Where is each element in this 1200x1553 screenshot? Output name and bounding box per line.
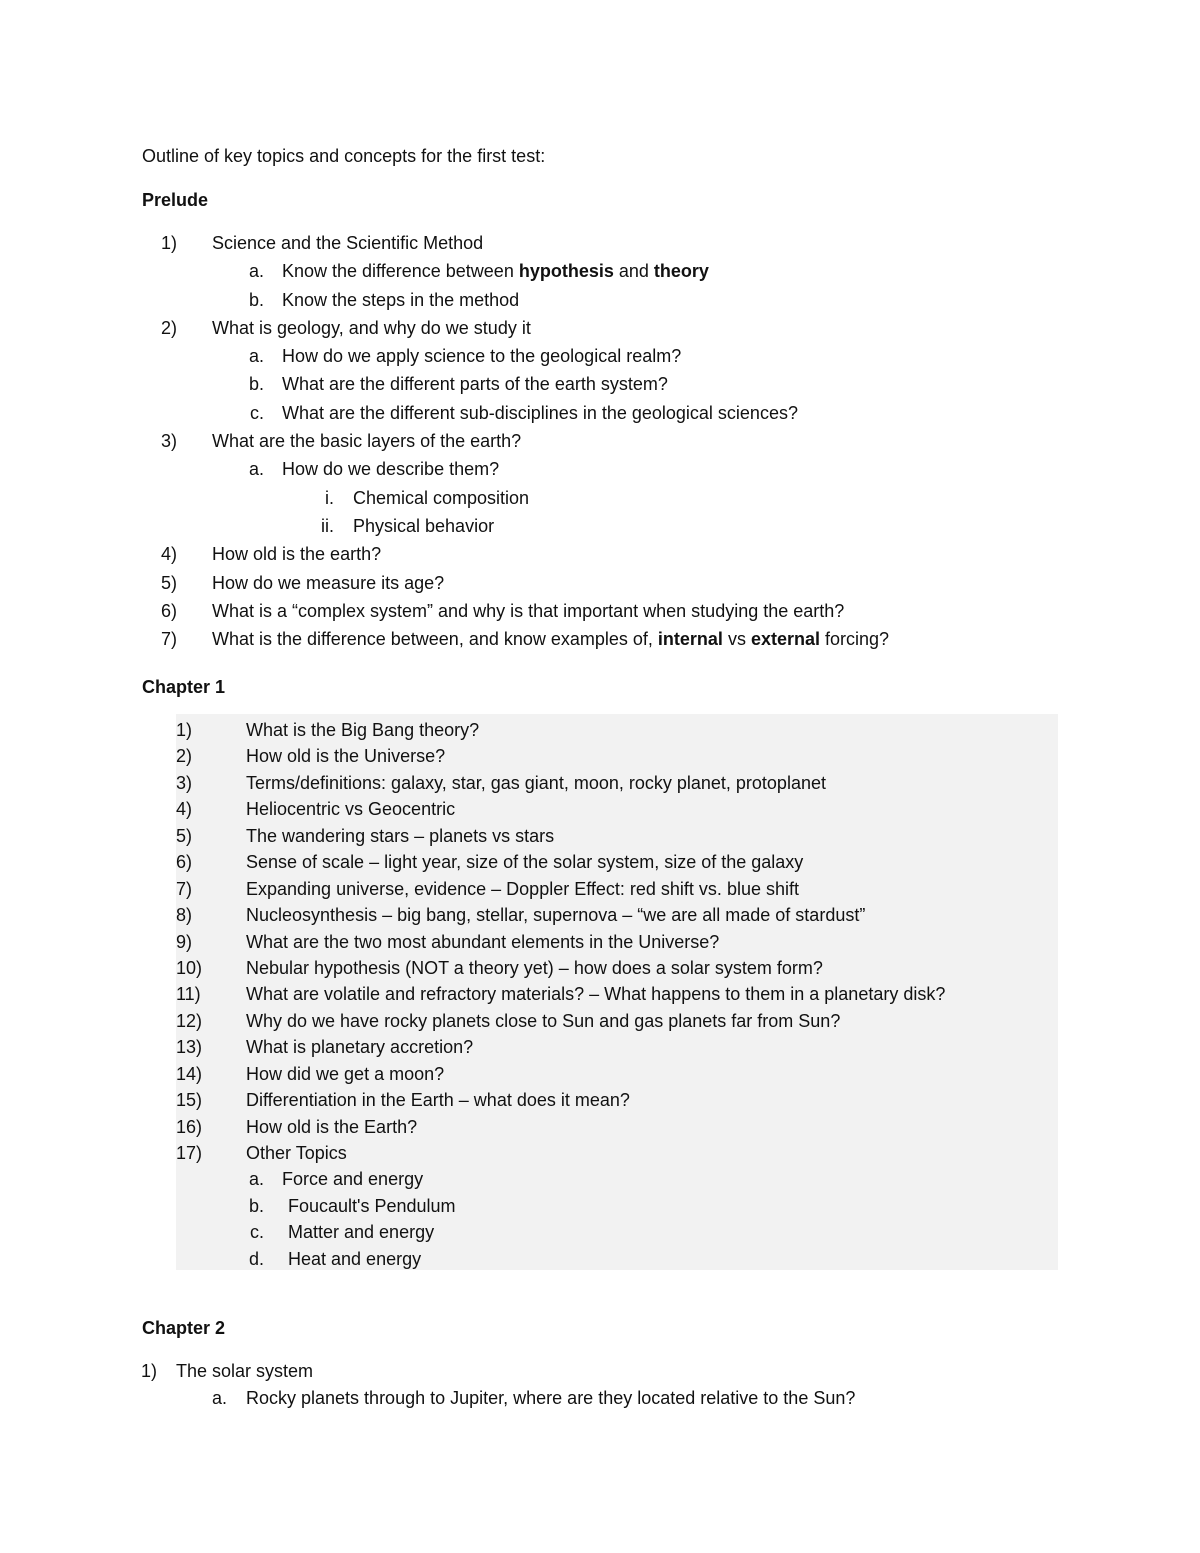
list-item-text: Sense of scale – light year, size of the solar system, size of the galaxy xyxy=(246,852,804,873)
list-item-text: How old is the Universe? xyxy=(246,746,446,767)
list-marker: 15) xyxy=(176,1090,203,1111)
list-item-text: What are volatile and refractory materials? – What happens to them in a planetary disk? xyxy=(246,984,946,1005)
list-marker: c. xyxy=(249,402,264,423)
list-item xyxy=(0,1008,1100,1034)
list-marker: 4) xyxy=(160,544,177,565)
list-item-text: What is planetary accretion? xyxy=(246,1037,474,1058)
list-item xyxy=(0,823,1100,849)
list-item xyxy=(0,1385,1100,1412)
list-marker: 3) xyxy=(160,431,177,452)
list-item xyxy=(0,955,1100,981)
list-item-text: What are the two most abundant elements in the Universe? xyxy=(246,931,720,952)
list-item xyxy=(0,455,1100,483)
list-marker: b. xyxy=(248,1195,264,1216)
list-item xyxy=(0,314,1100,342)
list-item-text: How old is the earth? xyxy=(212,544,382,565)
list-item-text xyxy=(282,257,709,285)
prelude-heading: Prelude xyxy=(142,190,209,210)
text-run: and xyxy=(613,261,654,282)
list-marker: 7) xyxy=(176,878,193,899)
list-item-text: Force and energy xyxy=(282,1169,424,1190)
list-item xyxy=(0,1193,1100,1219)
list-marker: ii. xyxy=(321,515,334,536)
list-item xyxy=(0,540,1100,568)
list-marker: 12) xyxy=(176,1010,203,1031)
list-item xyxy=(0,1219,1100,1245)
list-item xyxy=(0,796,1100,822)
list-marker: a. xyxy=(212,1388,228,1408)
list-item-text: Rocky planets through to Jupiter, where are they located relative to the Sun? xyxy=(246,1388,856,1408)
list-item-text: Expanding universe, evidence – Doppler Effect: red shift vs. blue shift xyxy=(246,878,799,899)
list-item-text: How do we describe them? xyxy=(282,459,500,480)
list-item xyxy=(0,1034,1100,1060)
list-item xyxy=(0,484,1100,512)
list-marker: 6) xyxy=(176,852,193,873)
list-marker: a. xyxy=(248,261,264,282)
list-item-text: Matter and energy xyxy=(288,1222,435,1243)
list-item-text: Chemical composition xyxy=(353,487,530,508)
list-item xyxy=(0,597,1100,625)
list-item-text: Physical behavior xyxy=(353,515,495,536)
list-item-text: What is a “complex system” and why is that important when studying the earth? xyxy=(212,600,845,621)
list-item xyxy=(0,625,1100,653)
list-marker: 9) xyxy=(176,931,193,952)
list-item xyxy=(0,770,1100,796)
list-marker: c. xyxy=(249,1222,264,1243)
list-item xyxy=(0,1166,1100,1192)
list-item-text: Nebular hypothesis (NOT a theory yet) – how does a solar system form? xyxy=(246,957,823,978)
list-item-text: The wandering stars – planets vs stars xyxy=(246,825,555,846)
list-marker: a. xyxy=(248,459,264,480)
list-item xyxy=(0,849,1100,875)
bold-term: internal xyxy=(657,629,723,650)
list-item-text: Other Topics xyxy=(246,1143,347,1163)
list-marker: 2) xyxy=(176,746,193,767)
intro-text: Outline of key topics and concepts for the first test: xyxy=(142,146,546,166)
list-marker: 14) xyxy=(176,1063,203,1084)
list-marker: 2) xyxy=(160,317,177,338)
text-run: Know the difference between xyxy=(282,261,519,282)
text-run: forcing? xyxy=(820,629,890,650)
text-run: vs xyxy=(722,629,751,650)
list-item xyxy=(0,427,1100,455)
list-item xyxy=(0,876,1100,902)
list-marker: d. xyxy=(248,1248,264,1269)
list-marker: 6) xyxy=(160,600,177,621)
list-item xyxy=(0,370,1100,398)
list-marker: 4) xyxy=(176,799,193,820)
list-item xyxy=(0,1246,1100,1272)
list-marker: 10) xyxy=(176,957,203,978)
list-item-text: Why do we have rocky planets close to Sun and gas planets far from Sun? xyxy=(246,1010,841,1031)
list-item-text: What is the Big Bang theory? xyxy=(246,720,480,740)
list-item xyxy=(0,512,1100,540)
list-item xyxy=(0,229,1100,257)
list-marker: b. xyxy=(248,374,264,395)
list-item xyxy=(0,743,1100,769)
list-item xyxy=(0,257,1100,285)
list-marker: 5) xyxy=(160,572,177,593)
list-item-text: The solar system xyxy=(176,1361,314,1381)
list-item xyxy=(0,1061,1100,1087)
list-marker: b. xyxy=(248,289,264,310)
list-marker: a. xyxy=(248,1169,264,1190)
list-item-text: What are the basic layers of the earth? xyxy=(212,431,522,452)
list-marker: 13) xyxy=(176,1037,203,1058)
chapter1-heading: Chapter 1 xyxy=(142,677,226,697)
list-item-text: What are the different parts of the earth system? xyxy=(282,374,668,395)
list-item-text xyxy=(212,625,889,653)
list-item-text: Foucault's Pendulum xyxy=(288,1195,456,1216)
list-marker: 1) xyxy=(160,233,177,253)
list-item-text: Terms/definitions: galaxy, star, gas giant, moon, rocky planet, protoplanet xyxy=(246,772,826,793)
list-item-text: How do we apply science to the geological realm? xyxy=(282,346,682,367)
chapter2-list xyxy=(0,1358,1100,1412)
bold-term: hypothesis xyxy=(518,261,614,282)
list-item-text: Heat and energy xyxy=(288,1248,422,1269)
list-item xyxy=(0,569,1100,597)
list-item-text: How do we measure its age? xyxy=(212,572,445,593)
chapter2-heading: Chapter 2 xyxy=(142,1318,226,1338)
list-item xyxy=(0,342,1100,370)
list-item-text: What are the different sub-disciplines in the geological sciences? xyxy=(282,402,798,423)
list-item xyxy=(0,1140,1100,1166)
list-marker: 5) xyxy=(176,825,193,846)
list-marker: a. xyxy=(248,346,264,367)
list-item-text: Know the steps in the method xyxy=(282,289,520,310)
list-item-text: How old is the Earth? xyxy=(246,1116,418,1137)
list-item xyxy=(0,1114,1100,1140)
list-item xyxy=(0,981,1100,1007)
list-item-text: Science and the Scientific Method xyxy=(212,233,484,253)
list-marker: 11) xyxy=(176,984,201,1005)
list-marker: 3) xyxy=(176,772,193,793)
list-item-text: How did we get a moon? xyxy=(246,1063,445,1084)
list-item-text: Heliocentric vs Geocentric xyxy=(246,799,456,820)
list-marker: 17) xyxy=(176,1143,203,1163)
list-marker: i. xyxy=(325,487,334,508)
list-marker: 16) xyxy=(176,1116,203,1137)
list-item-text: Differentiation in the Earth – what does it mean? xyxy=(246,1090,630,1111)
list-item xyxy=(0,1087,1100,1113)
prelude-list xyxy=(0,229,1100,653)
list-item-text: Nucleosynthesis – big bang, stellar, supernova – “we are all made of stardust” xyxy=(246,905,866,926)
bold-term: theory xyxy=(653,261,709,282)
bold-term: external xyxy=(750,629,820,650)
list-marker: 1) xyxy=(176,720,193,740)
text-run: What is the difference between, and know examples of, xyxy=(212,629,658,650)
list-marker: 7) xyxy=(160,629,177,650)
chapter1-list xyxy=(0,717,1100,1272)
list-item xyxy=(0,1358,1100,1385)
list-item xyxy=(0,902,1100,928)
list-item-text: What is geology, and why do we study it xyxy=(212,317,531,338)
list-item xyxy=(0,286,1100,314)
list-item xyxy=(0,929,1100,955)
list-marker: 8) xyxy=(176,905,193,926)
list-marker: 1) xyxy=(141,1361,158,1381)
list-item xyxy=(0,717,1100,743)
list-item xyxy=(0,399,1100,427)
